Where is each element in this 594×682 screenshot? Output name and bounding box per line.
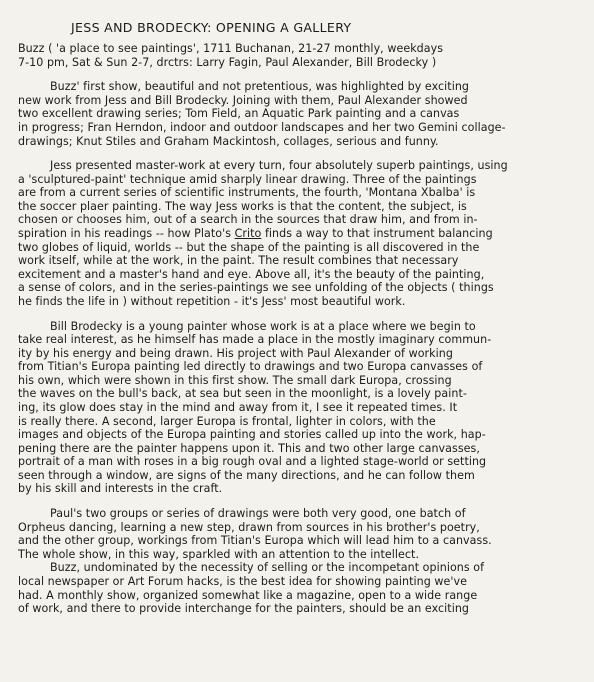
text-line: Jess presented master-work at every turn, four absolutely superb paintings, using (50, 159, 508, 173)
text-line: excitement and a master's hand and eye. Above all, it's the beauty of the painting, (18, 267, 485, 281)
text-line: Orpheus dancing, learning a new step, drawn from sources in his brother's poetry, (18, 520, 480, 534)
text-line: pening there are the painter happens upon it. This and two other large canvasses, (18, 441, 480, 455)
text-line: work itself, while at the work, in the paint. The result combines that necessary (18, 254, 459, 268)
text-line: had. A monthly show, organized somewhat like a magazine, open to a wide range (18, 588, 478, 602)
text-line: he finds the life in ) without repetition - it's Jess' most beautiful work. (18, 294, 406, 308)
text-line: portrait of a man with roses in a big rough oval and a lighted stage-world or setting (18, 455, 487, 469)
text-line: spiration in his readings -- how Plato's Crito finds a way to that instrument balancing (18, 227, 493, 241)
text-line: of work, and there to provide interchange for the painters, should be an exciting (18, 602, 469, 616)
text-line: by his skill and interests in the craft. (18, 482, 223, 496)
jess-paragraph (18, 159, 582, 308)
article-title: JESS AND BRODECKY: OPENING A GALLERY (71, 20, 352, 35)
text-line: The whole show, in this way, sparkled with an attention to the intellect. (18, 547, 420, 561)
text-line: is really there. A second, larger Europa is frontal, lighter in colors, with the (18, 414, 436, 428)
text-line: local newspaper or Art Forum hacks, is the best idea for showing painting we've (18, 574, 467, 588)
text-line: a sense of colors, and in the series-paintings we see unfolding of the objects ( things (18, 281, 494, 295)
text-line: Buzz ( 'a place to see paintings', 1711 Buchanan, 21-27 monthly, weekdays (18, 42, 444, 56)
text-line: from Titian's Europa painting led directly to drawings and two Europa canvasses of (18, 360, 483, 374)
text-line: the soccer plaer painting. The way Jess works is that the content, the subject, is (18, 199, 467, 213)
text-line: ing, its glow does stay in the mind and away from it, I see it repeated times. It (18, 400, 458, 414)
text-line: are from a current series of scientific instruments, the fourth, 'Montana Xbalba' is (18, 186, 476, 200)
brodecky-paragraph (18, 320, 582, 497)
buzz-paragraph (18, 561, 582, 615)
text-line: images and objects of the Europa painting and stories called up into the work, hap- (18, 428, 486, 442)
paul-paragraph (18, 507, 582, 561)
text-line: chosen or chooses him, out of a search in the sources that draw him, and from in- (18, 213, 478, 227)
text-line: in progress; Fran Herndon, indoor and outdoor landscapes and her two Gemini collage- (18, 121, 506, 134)
text-line: and the other group, workings from Titian's Europa which will lead him to a canvass. (18, 534, 492, 548)
text-line: seen through a window, are signs of the many directions, and he can follow them (18, 468, 475, 482)
text-line: Buzz, undominated by the necessity of selling or the incompetant opinions of (50, 561, 485, 575)
text-line: ity by his energy and being drawn. His project with Paul Alexander of working (18, 346, 453, 360)
text-line: Buzz' first show, beautiful and not pretentious, was highlighted by exciting (50, 80, 469, 94)
text-line: 7-10 pm, Sat & Sun 2-7, drctrs: Larry Fagin, Paul Alexander, Bill Brodecky ) (18, 55, 437, 69)
text-line: two globes of liquid, worlds -- but the shape of the painting is all discovered in the (18, 240, 480, 254)
text-line: Paul's two groups or series of drawings were both very good, one batch of (50, 507, 466, 521)
text-line: take real interest, as he himself has made a place in the mostly imaginary commun- (18, 333, 492, 347)
text-line: new work from Jess and Bill Brodecky. Joining with them, Paul Alexander showed (18, 93, 468, 107)
text-line: drawings; Knut Stiles and Graham Mackintosh, collages, serious and funny. (18, 134, 439, 148)
text-line: Bill Brodecky is a young painter whose work is at a place where we begin to (50, 319, 476, 333)
gallery-info-paragraph (18, 42, 582, 69)
first-show-paragraph (18, 80, 582, 148)
text-line: two excellent drawing series; Tom Field, an Aquatic Park painting and a canvas (18, 107, 460, 121)
text-line: his own, which were shown in this first show. The small dark Europa, crossing (18, 373, 452, 387)
text-line: the waves on the bull's back, at sea but seen in the moonlight, is a lovely paint- (18, 387, 467, 401)
text-line: a 'sculptured-paint' technique amid sharply linear drawing. Three of the paintings (18, 172, 477, 186)
